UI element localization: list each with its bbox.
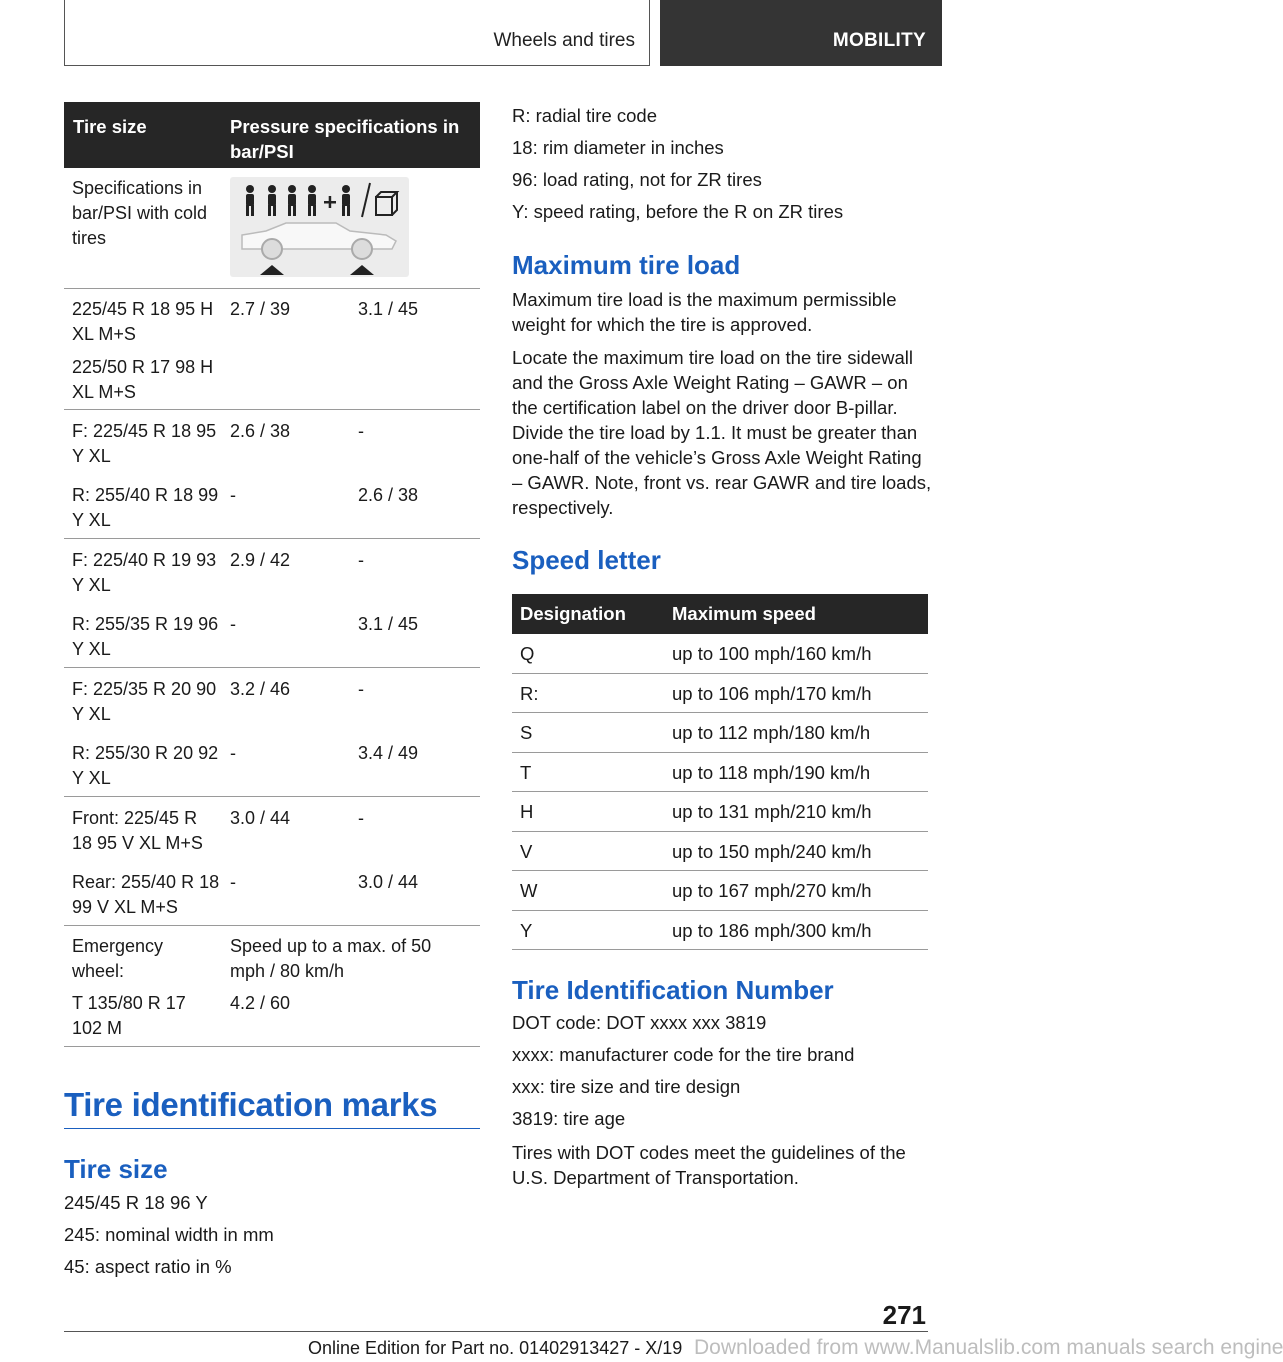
row7-rear: 3.4 / 49 xyxy=(358,743,419,763)
tin-para: Tires with DOT codes meet the guidelines of the U.S. Department of Transportation. xyxy=(512,1142,906,1188)
load-pictogram xyxy=(230,177,409,277)
table-row xyxy=(512,832,928,872)
designation-cell: Y xyxy=(520,919,533,941)
max-speed-cell: up to 100 mph/160 km/h xyxy=(672,643,872,664)
row-divider xyxy=(64,1046,480,1047)
tin-size-design: xxx: tire size and tire design xyxy=(512,1076,741,1097)
tire-marks-heading: Tire identification marks xyxy=(64,1086,438,1123)
row2-front: 2.6 / 38 xyxy=(230,421,291,441)
row7-size: R: 255/30 R 20 92 Y XL xyxy=(72,743,219,788)
designation-cell: R: xyxy=(520,682,539,704)
row1-rear: 3.1 / 45 xyxy=(358,299,419,319)
row9-rear: 3.0 / 44 xyxy=(358,872,419,892)
row7-front: - xyxy=(230,743,236,763)
col-tire-size: Tire size xyxy=(73,116,147,137)
pressure-table-header xyxy=(64,102,480,168)
designation-cell: H xyxy=(520,801,534,822)
designation-cell: Q xyxy=(520,643,535,664)
emergency-value: 4.2 / 60 xyxy=(230,993,291,1013)
max-speed-cell: up to 131 mph/210 km/h xyxy=(672,801,872,822)
row-divider xyxy=(64,288,480,289)
row6-size: F: 225/35 R 20 90 Y XL xyxy=(72,679,217,724)
tin-manufacturer: xxxx: manufacturer code for the tire brand xyxy=(512,1044,855,1065)
tire-size-rim: 18: rim diameter in inches xyxy=(512,137,724,158)
row6-rear: - xyxy=(358,679,364,699)
table-row xyxy=(512,713,928,753)
max-load-heading: Maximum tire load xyxy=(512,250,741,280)
row3-front: - xyxy=(230,485,236,505)
tire-size-heading: Tire size xyxy=(64,1154,168,1184)
row4-front: 2.9 / 42 xyxy=(230,550,291,570)
tin-heading: Tire Identification Number xyxy=(512,975,834,1005)
row1-front: 2.7 / 39 xyxy=(230,299,291,319)
designation-cell: V xyxy=(520,840,533,862)
tire-size-load: 96: load rating, not for ZR tires xyxy=(512,169,762,190)
row9-size: Rear: 255/40 R 18 99 V XL M+S xyxy=(72,872,220,917)
header-chapter-title: MOBILITY xyxy=(832,30,926,51)
row-divider xyxy=(64,925,480,926)
speed-table-header xyxy=(512,594,928,634)
emergency-note: Speed up to a max. of 50 mph / 80 km/h xyxy=(230,936,432,981)
spec-text: Specifications in bar/PSI with cold tires xyxy=(72,178,208,248)
table-row xyxy=(512,792,928,832)
max-speed-cell: up to 186 mph/300 km/h xyxy=(672,919,872,941)
emergency-size: T 135/80 R 17 102 M xyxy=(72,993,186,1038)
table-row xyxy=(512,674,928,714)
row1-size-b: 225/50 R 17 98 H XL M+S xyxy=(72,357,214,402)
max-speed-cell: up to 118 mph/190 km/h xyxy=(672,761,871,783)
tire-size-speed: Y: speed rating, before the R on ZR tires xyxy=(512,201,844,222)
max-load-p2: Locate the maximum tire load on the tire sidewall and the Gross Axle Weight Rating – GAWR – on the certification label on the driver door B-pillar. Divide the tire load by 1.1. It must be greater than one-half of the vehicle’s Gross Axle Weight Rating – GAWR. Note, front vs. rear GAWR and tire loads, respectively. xyxy=(512,347,932,518)
row5-size: R: 255/35 R 19 96 Y XL xyxy=(72,614,219,659)
row5-rear: 3.1 / 45 xyxy=(358,614,419,634)
row6-front: 3.2 / 46 xyxy=(230,679,291,699)
tin-age: 3819: tire age xyxy=(512,1108,626,1129)
speed-letter-heading: Speed letter xyxy=(512,545,661,575)
row2-size: F: 225/45 R 18 95 Y XL xyxy=(72,421,217,466)
page-number: 271 xyxy=(882,1300,926,1330)
row2-rear: - xyxy=(358,421,364,441)
pressure-table xyxy=(64,102,480,168)
row-divider xyxy=(64,796,480,797)
designation-cell: W xyxy=(520,880,538,901)
tire-size-width: 245: nominal width in mm xyxy=(64,1224,274,1245)
row8-rear: - xyxy=(358,808,364,828)
heading-rule xyxy=(64,1128,480,1129)
footer-rule xyxy=(64,1331,928,1332)
col-designation: Designation xyxy=(520,603,626,624)
row4-size: F: 225/40 R 19 93 Y XL xyxy=(72,550,217,595)
row-divider xyxy=(64,667,480,668)
max-speed-cell: up to 112 mph/180 km/h xyxy=(672,722,871,743)
row-divider xyxy=(64,409,480,410)
max-speed-cell: up to 150 mph/240 km/h xyxy=(672,840,872,862)
col-max-speed: Maximum speed xyxy=(672,603,816,624)
watermark: Downloaded from www.Manualslib.com manuals search engine xyxy=(694,1336,1283,1359)
header-chapter-tab xyxy=(660,0,942,66)
row8-size: Front: 225/45 R 18 95 V XL M+S xyxy=(72,808,203,853)
header-section-box xyxy=(64,0,650,66)
header-section-title: Wheels and tires xyxy=(493,30,635,51)
tire-size-example: 245/45 R 18 96 Y xyxy=(64,1192,208,1213)
col-pressure: Pressure specifications in bar/PSI xyxy=(230,116,460,162)
tire-size-radial: R: radial tire code xyxy=(512,105,657,126)
max-speed-cell: up to 167 mph/270 km/h xyxy=(672,880,872,901)
row-divider xyxy=(64,538,480,539)
table-row xyxy=(512,871,928,911)
designation-cell: S xyxy=(520,722,533,743)
row3-size: R: 255/40 R 18 99 Y XL xyxy=(72,485,219,530)
row8-front: 3.0 / 44 xyxy=(230,808,291,828)
row5-front: - xyxy=(230,614,236,634)
designation-cell: T xyxy=(520,761,532,783)
row9-front: - xyxy=(230,872,236,892)
footer-edition: Online Edition for Part no. 01402913427 - X/19 xyxy=(308,1338,683,1358)
occupants-car-icon xyxy=(230,177,409,277)
table-row xyxy=(512,753,928,793)
speed-table xyxy=(512,594,928,950)
tire-size-aspect: 45: aspect ratio in % xyxy=(64,1256,232,1277)
tin-dot-code: DOT code: DOT xxxx xxx 3819 xyxy=(512,1012,767,1033)
max-speed-cell: up to 106 mph/170 km/h xyxy=(672,682,872,704)
row1-size-a: 225/45 R 18 95 H XL M+S xyxy=(72,299,214,344)
max-load-p1: Maximum tire load is the maximum permissible weight for which the tire is approved. xyxy=(512,289,897,335)
row3-rear: 2.6 / 38 xyxy=(358,485,419,505)
emergency-label: Emergency wheel: xyxy=(72,936,164,981)
table-row xyxy=(512,911,928,951)
row4-rear: - xyxy=(358,550,364,570)
table-row xyxy=(512,634,928,674)
